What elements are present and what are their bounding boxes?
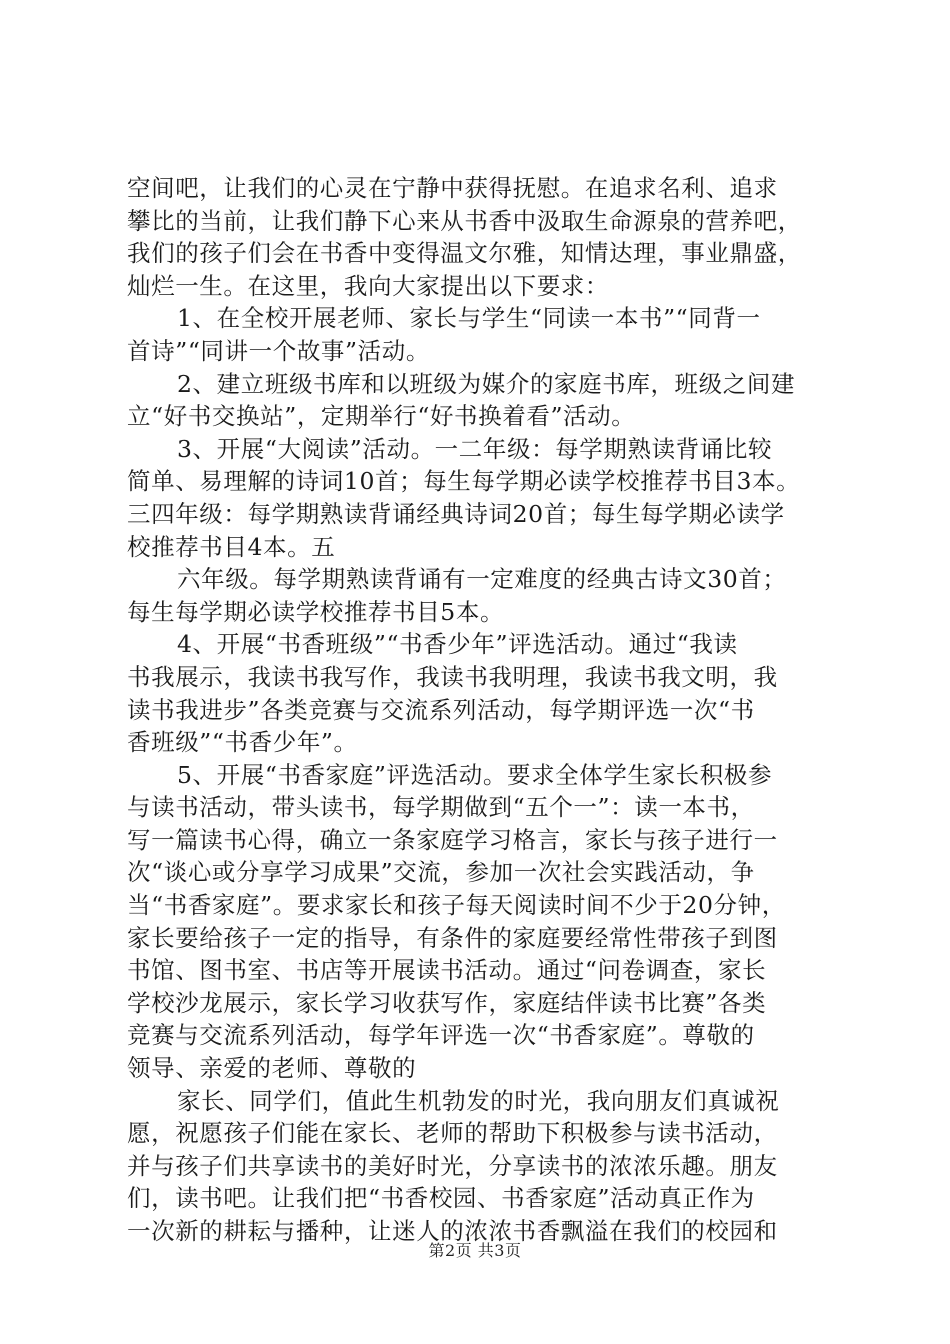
- text-line: 竞赛与交流系列活动，每学年评选一次“书香家庭”。尊敬的: [127, 1021, 755, 1050]
- text-line: 家长要给孩子一定的指导，有条件的家庭要经常性带孩子到图: [127, 923, 778, 952]
- text-line: 书馆、图书室、书店等开展读书活动。通过“问卷调查，家长: [127, 956, 767, 985]
- text-line: 一次新的耕耘与播种，让迷人的浓浓书香飘溢在我们的校园和: [127, 1217, 778, 1245]
- text-line: 灿烂一生。在这里，我向大家提出以下要求：: [127, 271, 609, 300]
- text-line: 3、开展“大阅读”活动。一二年级：每学期熟读背诵比较: [177, 434, 773, 463]
- text-line: 首诗”“同讲一个故事”活动。: [127, 336, 430, 365]
- text-line: 们，读书吧。让我们把“书香校园、书香家庭”活动真正作为: [127, 1184, 755, 1213]
- text-line: 书我展示，我读书我写作，我读书我明理，我读书我文明，我: [127, 662, 778, 691]
- document-body: [127, 172, 827, 1248]
- text-line: 攀比的当前，让我们静下心来从书香中汲取生命源泉的营养吧，: [127, 206, 802, 235]
- text-line: 立“好书交换站”，定期举行“好书换着看”活动。: [127, 402, 636, 431]
- text-line: 4、开展“书香班级”“书香少年”评选活动。通过“我读: [177, 630, 738, 659]
- text-line: 与读书活动，带头读书，每学期做到“五个一”：读一本书，: [127, 793, 755, 822]
- text-line: 次“谈心或分享学习成果”交流，参加一次社会实践活动，争: [127, 858, 755, 887]
- text-line: 校推荐书目4本。五: [127, 532, 336, 561]
- text-line: 并与孩子们共享读书的美好时光，分享读书的浓浓乐趣。朋友: [127, 1151, 778, 1180]
- text-line: 领导、亲爱的老师、尊敬的: [127, 1054, 417, 1083]
- text-line: 2、建立班级书库和以班级为媒介的家庭书库，班级之间建: [177, 369, 796, 398]
- text-line: 空间吧，让我们的心灵在宁静中获得抚慰。在追求名利、追求: [127, 174, 778, 202]
- page-footer: 第2页 共3页: [428, 1241, 522, 1260]
- text-line: 我们的孩子们会在书香中变得温文尔雅，知情达理，事业鼎盛，: [127, 239, 802, 268]
- text-line: 愿，祝愿孩子们能在家长、老师的帮助下积极参与读书活动，: [127, 1119, 778, 1148]
- text-line: 香班级”“书香少年”。: [127, 728, 358, 757]
- text-line: 写一篇读书心得，确立一条家庭学习格言，家长与孩子进行一: [127, 825, 778, 854]
- text-line: 1、在全校开展老师、家长与学生“同读一本书”“同背一: [177, 304, 761, 333]
- text-line: 读书我进步”各类竞赛与交流系列活动，每学期评选一次“书: [127, 695, 755, 724]
- text-line: 六年级。每学期熟读背诵有一定难度的经典古诗文30首；: [177, 565, 787, 594]
- text-line: 简单、易理解的诗词10首；每生每学期必读学校推荐书目3本。: [127, 467, 801, 496]
- text-line: 家长、同学们，值此生机勃发的时光，我向朋友们真诚祝: [177, 1086, 780, 1115]
- text-line: 三四年级：每学期熟读背诵经典诗词20首；每生每学期必读学: [127, 499, 785, 528]
- text-line: 5、开展“书香家庭”评选活动。要求全体学生家长积极参: [177, 760, 773, 789]
- text-line: 当“书香家庭”。要求家长和孩子每天阅读时间不少于20分钟，: [127, 891, 786, 920]
- text-line: 学校沙龙展示，家长学习收获写作，家庭结伴读书比赛”各类: [127, 988, 767, 1017]
- text-line: 每生每学期必读学校推荐书目5本。: [127, 597, 505, 626]
